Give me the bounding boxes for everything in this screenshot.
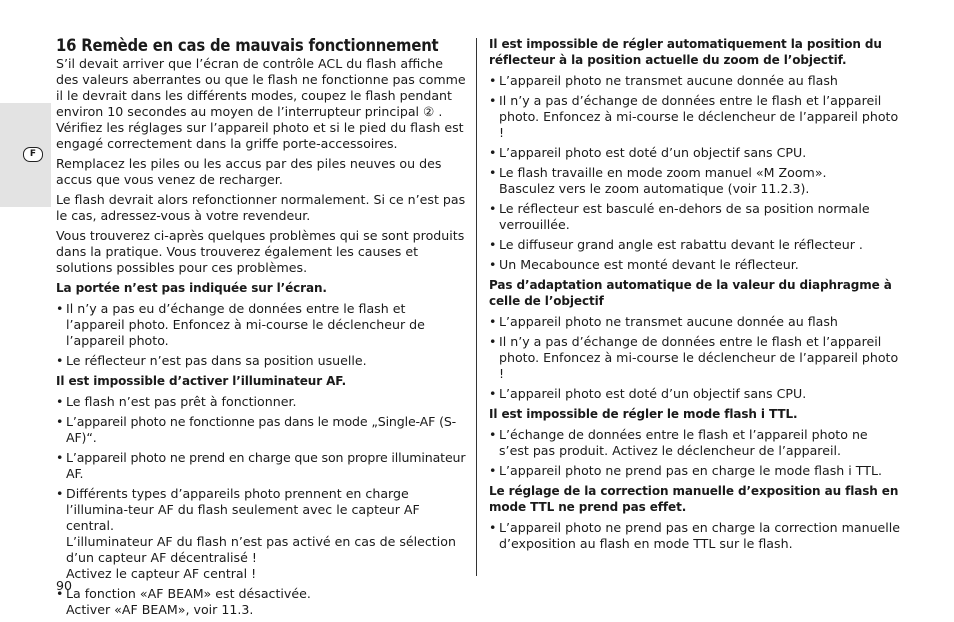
list-item — [56, 394, 466, 410]
list-item-text: • L’appareil photo est doté d’un objectif sans CPU. — [499, 386, 807, 401]
section-heading: Pas d’adaptation automatique de la valeur du diaphragme à celle de l’objectif — [489, 278, 892, 308]
bullet-list — [489, 73, 901, 273]
list-item — [489, 73, 901, 89]
list-item — [489, 237, 901, 253]
section-heading: Il est impossible de régler automatiquement la position du réflecteur à la position actuelle du zoom de l’objectif. — [489, 37, 882, 67]
list-item — [56, 486, 466, 582]
column-divider — [476, 38, 477, 576]
list-item-text: Activer «AF BEAM», voir 11.3. — [66, 602, 254, 617]
batteries-paragraph: Remplacez les piles ou les accus par des piles neuves ou des accus que vous venez de recharger. — [56, 156, 442, 187]
list-item — [56, 586, 466, 618]
list-item — [489, 427, 901, 459]
list-item-text: • L’appareil photo ne fonctionne pas dans le mode „Single-AF (S-AF)“. — [66, 414, 457, 445]
list-item-text: • L’échange de données entre le flash et l’appareil photo ne s’est pas produit. Activez le déclencheur de l’appareil. — [499, 427, 868, 458]
list-item-text: • L’appareil photo ne transmet aucune donnée au flash — [499, 314, 838, 329]
list-item-text: • L’appareil photo ne prend en charge que son propre illuminateur AF. — [66, 450, 466, 481]
list-item — [56, 414, 466, 446]
left-column — [56, 36, 466, 622]
language-badge: F — [23, 147, 43, 162]
list-item-text: • Le flash n’est pas prêt à fonctionner. — [66, 394, 297, 409]
list-item-text: Activez le capteur AF central ! — [66, 566, 257, 581]
list-item — [489, 314, 901, 330]
section-heading: Il est impossible de régler le mode flash i TTL. — [489, 407, 798, 421]
list-item — [489, 165, 901, 197]
list-item-text: • La fonction «AF BEAM» est désactivée. — [66, 586, 311, 601]
list-item — [489, 334, 901, 382]
list-item-text: • Le diffuseur grand angle est rabattu devant le réflecteur . — [499, 237, 863, 252]
bullet-list — [489, 520, 901, 552]
list-item — [56, 301, 466, 349]
dealer-paragraph: Le flash devrait alors refonctionner normalement. Si ce n’est pas le cas, adressez-vous à votre revendeur. — [56, 192, 466, 223]
list-item-text: Basculez vers le zoom automatique (voir 11.2.3). — [499, 181, 810, 196]
list-item-text: • Il n’y a pas d’échange de données entre le flash et l’appareil photo. Enfoncez à mi-course le déclencheur de l’appareil photo ! — [499, 93, 899, 140]
list-item — [489, 520, 901, 552]
list-item-text: • L’appareil photo ne prend pas en charge la correction manuelle d’exposition au flash en mode TTL sur le flash. — [499, 520, 901, 551]
list-item — [489, 201, 901, 233]
bullet-list — [489, 427, 901, 479]
page-title: 16 Remède en cas de mauvais fonctionnement — [56, 36, 439, 55]
list-item-text: • Le flash travaille en mode zoom manuel «M Zoom». — [499, 165, 827, 180]
section-heading: Il est impossible d’activer l’illuminateur AF. — [56, 374, 347, 388]
list-item-text: • Il n’y a pas d’échange de données entre le flash et l’appareil photo. Enfoncez à mi-course le déclencheur de l’appareil photo ! — [499, 334, 899, 381]
list-item-text: • Un Mecabounce est monté devant le réflecteur. — [499, 257, 799, 272]
list-item — [56, 450, 466, 482]
problems-paragraph: Vous trouverez ci-après quelques problèmes qui se sont produits dans la pratique. Vous trouverez également les causes et solutions possibles pour ces problèmes. — [56, 228, 465, 275]
list-item-text: • Le réflecteur n’est pas dans sa position usuelle. — [66, 353, 367, 368]
intro-paragraph: S’il devait arriver que l’écran de contrôle ACL du flash affiche des valeurs aberrantes ou que le flash ne fonctionne pas comme il le devrait dans les différents modes, coupez le flash pendant environ 10 secondes au moyen de l’interrupteur principal ② . Vérifiez les réglages sur l’appareil photo et si le pied du flash est engagé correctement dans la griffe porte-accessoires. — [56, 56, 466, 151]
list-item-text: • Différents types d’appareils photo prennent en charge l’illumina-teur AF du flash seulement avec le capteur AF central. — [66, 486, 420, 533]
bullet-list — [489, 314, 901, 402]
list-item-text: • L’appareil photo ne transmet aucune donnée au flash — [499, 73, 838, 88]
list-item-text: • Le réflecteur est basculé en-dehors de sa position normale verrouillée. — [499, 201, 870, 232]
list-item-text: • L’appareil photo ne prend pas en charge le mode flash i TTL. — [499, 463, 882, 478]
bullet-list — [56, 301, 466, 369]
list-item — [489, 145, 901, 161]
bullet-list — [56, 394, 466, 618]
list-item — [489, 93, 901, 141]
list-item-text: • L’appareil photo est doté d’un objectif sans CPU. — [499, 145, 807, 160]
list-item-text: • Il n’y a pas eu d’échange de données entre le flash et l’appareil photo. Enfoncez à mi-course le déclencheur de l’appareil photo. — [66, 301, 425, 348]
list-item — [489, 386, 901, 402]
page-number: 90 — [56, 578, 73, 593]
list-item-text: L’illuminateur AF du flash n’est pas activé en cas de sélection d’un capteur AF décentralisé ! — [66, 534, 456, 565]
list-item — [56, 353, 466, 369]
list-item — [489, 463, 901, 479]
section-heading: La portée n’est pas indiquée sur l’écran. — [56, 281, 327, 295]
section-heading: Le réglage de la correction manuelle d’exposition au flash en mode TTL ne prend pas effet. — [489, 484, 899, 514]
right-column — [489, 36, 901, 556]
list-item — [489, 257, 901, 273]
